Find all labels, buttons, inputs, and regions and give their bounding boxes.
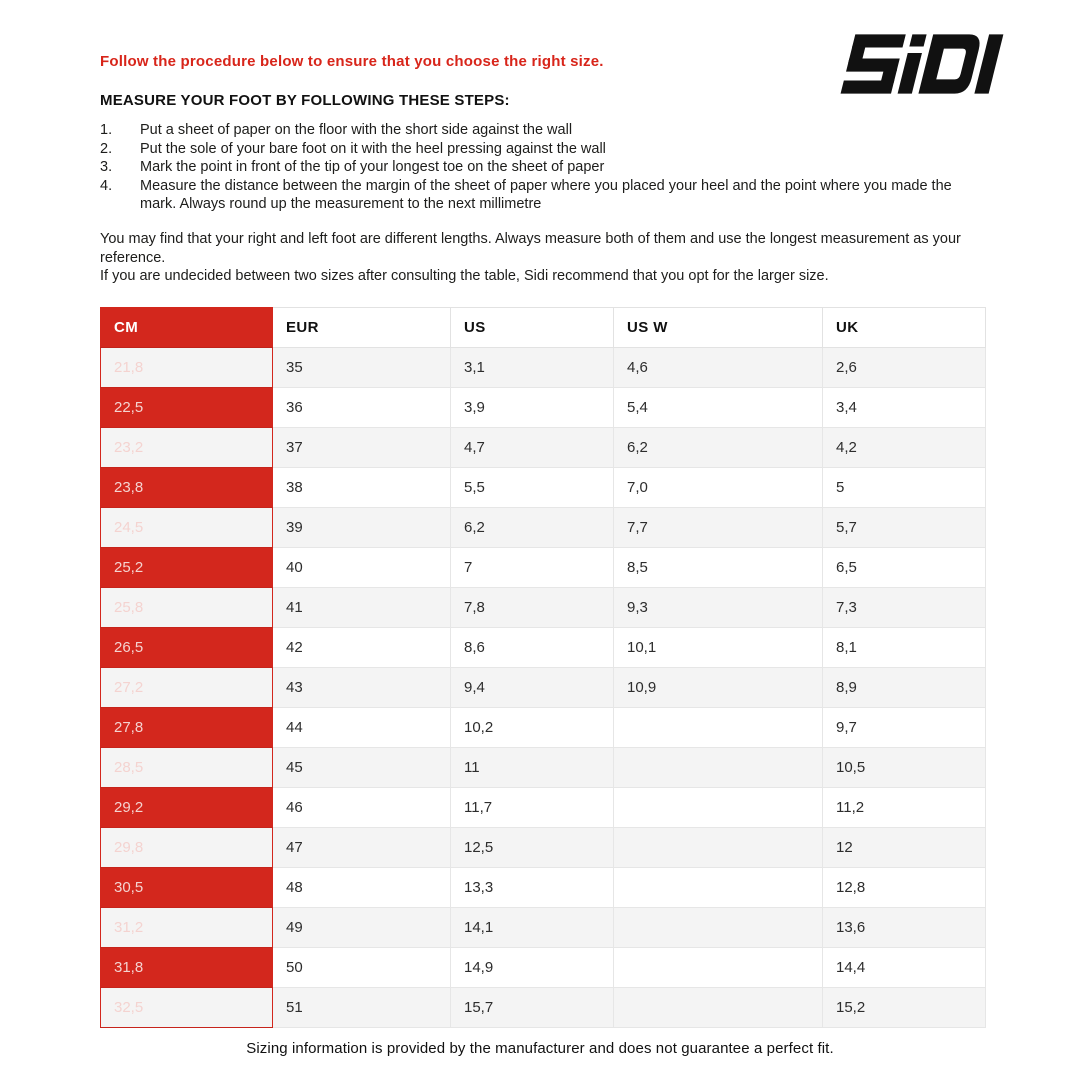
cell-us-w: 4,6 [614, 348, 823, 388]
cell-cm: 29,2 [101, 788, 273, 828]
step-number: 4. [100, 177, 113, 194]
column-header-eur: EUR [273, 308, 451, 348]
note-larger-size: If you are undecided between two sizes after consulting the table, Sidi recommend that you opt for the larger size. [100, 268, 829, 285]
cell-us-w: 8,5 [614, 548, 823, 588]
cell-eur: 50 [273, 948, 451, 988]
measure-steps-list [100, 121, 972, 214]
table-row [101, 508, 986, 548]
cell-eur: 44 [273, 708, 451, 748]
cell-uk: 14,4 [823, 948, 986, 988]
table-row [101, 748, 986, 788]
cell-cm: 31,2 [101, 908, 273, 948]
cell-uk: 3,4 [823, 388, 986, 428]
cell-uk: 4,2 [823, 428, 986, 468]
cell-us: 7,8 [451, 588, 614, 628]
cell-eur: 49 [273, 908, 451, 948]
measure-step [100, 158, 972, 177]
sizing-notes [100, 230, 985, 286]
table-row [101, 948, 986, 988]
measure-step [100, 140, 972, 159]
cell-uk: 5,7 [823, 508, 986, 548]
table-row [101, 868, 986, 908]
cell-us-w [614, 908, 823, 948]
cell-us-w [614, 988, 823, 1028]
cell-us: 8,6 [451, 628, 614, 668]
cell-us-w: 9,3 [614, 588, 823, 628]
step-text: Put a sheet of paper on the floor with the short side against the wall [140, 122, 573, 138]
step-text: Put the sole of your bare foot on it with the heel pressing against the wall [140, 140, 606, 157]
cell-us: 7 [451, 548, 614, 588]
cell-cm: 23,2 [101, 428, 273, 468]
measure-steps-title: MEASURE YOUR FOOT BY FOLLOWING THESE STEPS: [100, 92, 510, 109]
cell-eur: 43 [273, 668, 451, 708]
cell-cm: 25,2 [101, 548, 273, 588]
cell-us-w [614, 708, 823, 748]
cell-eur: 42 [273, 628, 451, 668]
cell-us: 13,3 [451, 868, 614, 908]
table-body [101, 348, 986, 1028]
cell-us: 6,2 [451, 508, 614, 548]
table-row [101, 428, 986, 468]
cell-uk: 11,2 [823, 788, 986, 828]
cell-uk: 13,6 [823, 908, 986, 948]
cell-eur: 48 [273, 868, 451, 908]
note-measure-both-feet: You may find that your right and left foot are different lengths. Always measure both of them and use the longest measurement as your reference. [100, 231, 961, 266]
cell-cm: 21,8 [101, 348, 273, 388]
table-row [101, 388, 986, 428]
measure-step [100, 177, 972, 214]
cell-cm: 25,8 [101, 588, 273, 628]
table-row [101, 988, 986, 1028]
table-row [101, 788, 986, 828]
cell-us-w [614, 748, 823, 788]
cell-cm: 29,8 [101, 828, 273, 868]
step-text: Mark the point in front of the tip of your longest toe on the sheet of paper [140, 159, 605, 176]
cell-uk: 9,7 [823, 708, 986, 748]
cell-cm: 27,2 [101, 668, 273, 708]
cell-eur: 38 [273, 468, 451, 508]
cell-cm: 28,5 [101, 748, 273, 788]
cell-us-w: 7,7 [614, 508, 823, 548]
table-row [101, 548, 986, 588]
table-row [101, 828, 986, 868]
table-header-row [101, 308, 986, 348]
cell-uk: 2,6 [823, 348, 986, 388]
cell-us: 4,7 [451, 428, 614, 468]
cell-us-w [614, 868, 823, 908]
sidi-logo-icon [828, 30, 1034, 98]
cell-eur: 47 [273, 828, 451, 868]
cell-eur: 35 [273, 348, 451, 388]
cell-us: 11 [451, 748, 614, 788]
cell-eur: 45 [273, 748, 451, 788]
cell-eur: 40 [273, 548, 451, 588]
cell-cm: 26,5 [101, 628, 273, 668]
step-number: 1. [100, 122, 113, 138]
sizing-procedure-headline: Follow the procedure below to ensure that you choose the right size. [100, 53, 604, 70]
cell-us: 3,1 [451, 348, 614, 388]
column-header-us-w: US W [614, 308, 823, 348]
cell-cm: 23,8 [101, 468, 273, 508]
cell-cm: 30,5 [101, 868, 273, 908]
cell-us-w: 7,0 [614, 468, 823, 508]
cell-us-w [614, 828, 823, 868]
cell-cm: 32,5 [101, 988, 273, 1028]
cell-uk: 15,2 [823, 988, 986, 1028]
step-text: Measure the distance between the margin of the sheet of paper where you placed your heel and the point where you made the mark. Always round up the measurement to the next millimetre [140, 177, 952, 213]
column-header-us: US [451, 308, 614, 348]
cell-us-w: 6,2 [614, 428, 823, 468]
cell-eur: 41 [273, 588, 451, 628]
cell-eur: 36 [273, 388, 451, 428]
cell-us: 14,1 [451, 908, 614, 948]
cell-uk: 12,8 [823, 868, 986, 908]
cell-eur: 46 [273, 788, 451, 828]
size-conversion-table [100, 307, 986, 1028]
table-row [101, 588, 986, 628]
sidi-logo [828, 30, 1034, 103]
table-row [101, 668, 986, 708]
column-header-cm: CM [101, 308, 273, 348]
cell-uk: 7,3 [823, 588, 986, 628]
table-row [101, 468, 986, 508]
cell-us: 15,7 [451, 988, 614, 1028]
cell-us-w: 10,9 [614, 668, 823, 708]
cell-us: 5,5 [451, 468, 614, 508]
cell-uk: 5 [823, 468, 986, 508]
cell-us: 10,2 [451, 708, 614, 748]
cell-cm: 31,8 [101, 948, 273, 988]
table-row [101, 348, 986, 388]
cell-us: 3,9 [451, 388, 614, 428]
cell-us: 11,7 [451, 788, 614, 828]
cell-uk: 8,9 [823, 668, 986, 708]
step-number: 2. [100, 140, 113, 157]
cell-cm: 27,8 [101, 708, 273, 748]
cell-us-w: 10,1 [614, 628, 823, 668]
step-number: 3. [100, 159, 113, 176]
measure-step [100, 121, 972, 140]
table-row [101, 908, 986, 948]
cell-us-w [614, 948, 823, 988]
cell-us: 12,5 [451, 828, 614, 868]
table-row [101, 708, 986, 748]
manufacturer-disclaimer: Sizing information is provided by the manufacturer and does not guarantee a perfect fit. [246, 1040, 834, 1057]
cell-us-w: 5,4 [614, 388, 823, 428]
column-header-uk: UK [823, 308, 986, 348]
cell-eur: 39 [273, 508, 451, 548]
cell-uk: 10,5 [823, 748, 986, 788]
table-row [101, 628, 986, 668]
cell-cm: 22,5 [101, 388, 273, 428]
cell-eur: 37 [273, 428, 451, 468]
cell-us-w [614, 788, 823, 828]
cell-uk: 12 [823, 828, 986, 868]
cell-uk: 6,5 [823, 548, 986, 588]
cell-uk: 8,1 [823, 628, 986, 668]
table-header [101, 308, 986, 348]
cell-eur: 51 [273, 988, 451, 1028]
cell-cm: 24,5 [101, 508, 273, 548]
cell-us: 14,9 [451, 948, 614, 988]
cell-us: 9,4 [451, 668, 614, 708]
